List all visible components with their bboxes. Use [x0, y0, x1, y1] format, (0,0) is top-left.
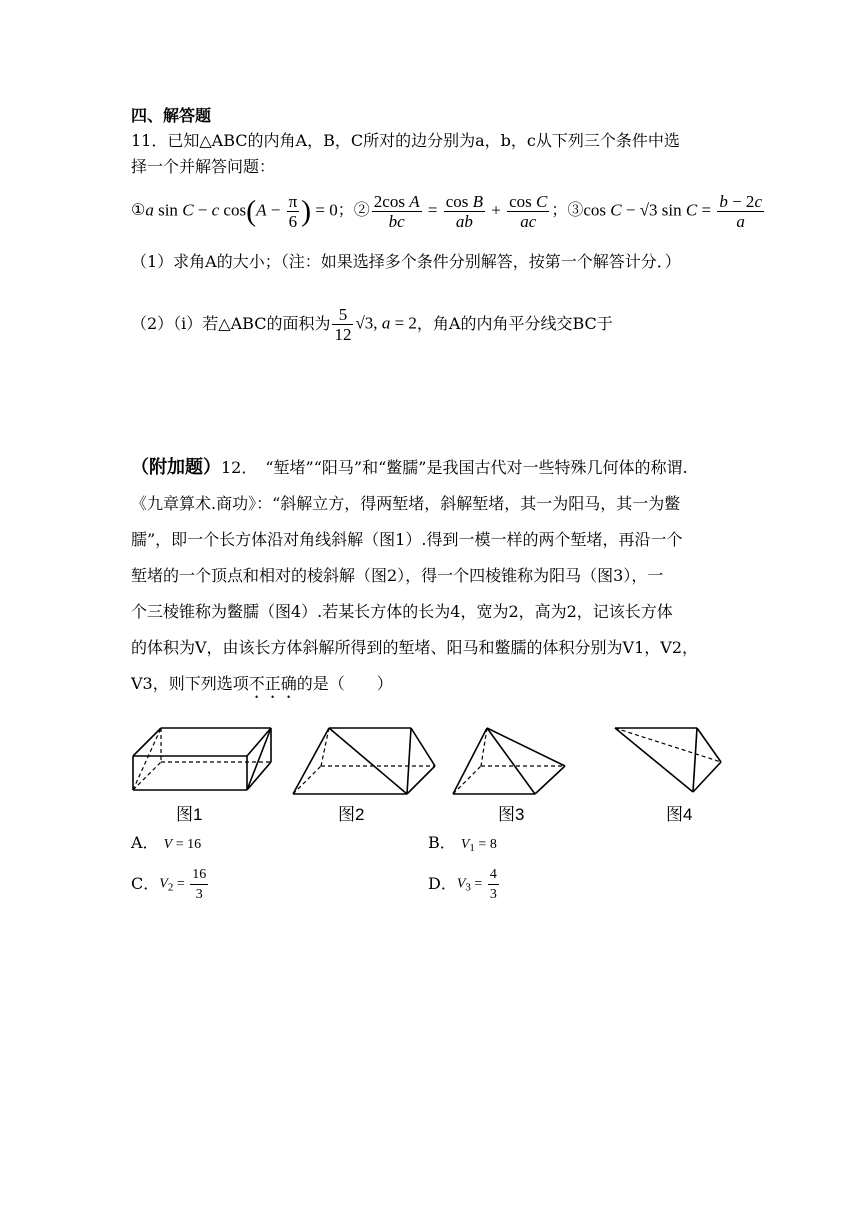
q11-line2: 择一个并解答问题：: [131, 157, 276, 176]
option-d-expr: $V_3$ = $\frac{4}{3}$: [456, 866, 497, 902]
part2-suffix: ，角A的内角平分线交BC于: [416, 314, 613, 333]
figure3-label: 图3: [498, 805, 525, 824]
q11-part1: （1）求角A的大小；（注：如果选择多个条件分别解答，按第一个解答计分．）: [131, 252, 681, 271]
option-b-expr: $V_1 = 8$: [460, 837, 497, 854]
q12-line2: 《九章算术.商功》：“斜解立方，得两堑堵，斜解堑堵，其一为阳马，其一为鳖: [131, 494, 681, 513]
option-a[interactable]: [131, 833, 201, 855]
part2-prefix: （2）（i）若△ABC的面积为: [131, 314, 331, 333]
section-title: 四、解答题: [131, 106, 212, 125]
q12-line6: 的体积为V，由该长方体斜解所得到的堑堵、阳马和鳖臑的体积分别为V1，V2，: [131, 638, 699, 657]
q12-tag: （附加题）: [131, 457, 221, 478]
cond2-formula: $\frac{\text{2cos A}}{bc}$ = $\frac{\text{cos B}}{ab}$ + $\frac{\text{cos C}}{ac}$: [373, 191, 548, 231]
option-c-label: C．: [131, 874, 160, 893]
figure1-label: 图1: [176, 805, 203, 824]
q12-line3: 臑”，即一个长方体沿对角线斜解（图1）.得到一模一样的两个堑堵，再沿一个: [131, 530, 683, 549]
figure4-label: 图4: [666, 805, 693, 824]
cond1-label: ①: [131, 202, 146, 219]
geometry-figures: [125, 718, 730, 823]
figure3-pyramid: [453, 728, 565, 794]
emphasis-not-correct: 不正确: [248, 674, 297, 693]
option-d-label: D．: [428, 874, 457, 893]
figure2-prism: [293, 728, 435, 794]
part2-formula: $\frac{5}{12}$ √3, a = 2: [334, 304, 417, 344]
q12-line5: 个三棱锥称为鳖臑（图4）.若某长方体的长为4，宽为2，高为2，记该长方体: [131, 602, 673, 621]
q12-line7-b: 的是（ ）: [296, 674, 393, 693]
q12-line4: 堑堵的一个顶点和相对的棱斜解（图2），得一个四棱锥称为阳马（图3），一: [131, 566, 664, 585]
figure4-tetrahedron: [615, 728, 721, 792]
option-b-label: B．: [428, 833, 456, 852]
option-a-label: A．: [131, 833, 159, 852]
option-a-expr: V = 16: [163, 837, 202, 852]
cond3-formula: cos C − √3 sin C = $\frac{b - 2c}{a}$: [583, 191, 762, 231]
option-c-expr: $V_2$ = $\frac{16}{3}$: [159, 866, 207, 902]
q12-line7-a: V3，则下列选项: [131, 674, 249, 693]
option-d[interactable]: [428, 864, 501, 904]
q12-line1-text: 12． “堑堵”“阳马”和“鳖臑”是我国古代对一些特殊几何体的称谓.: [221, 458, 688, 477]
q11-conditions: [131, 190, 766, 232]
cond2-label: ；②: [337, 202, 370, 219]
q12-line1: [131, 458, 688, 478]
cond1-formula: a sin C − c cos(A − $\frac{\pi}{6}$ ) = 0: [145, 191, 338, 231]
q11-part2: [131, 304, 613, 344]
figure2-label: 图2: [338, 805, 365, 824]
figure1-box: [133, 728, 271, 790]
q11-line1: 11．已知△ABC的内角A，B，C所对的边分别为a，b，c从下列三个条件中选: [131, 131, 680, 150]
option-b[interactable]: [428, 833, 497, 858]
cond3-label: ；③: [551, 202, 584, 219]
q12-line7: [131, 674, 393, 702]
option-c[interactable]: [131, 864, 210, 904]
